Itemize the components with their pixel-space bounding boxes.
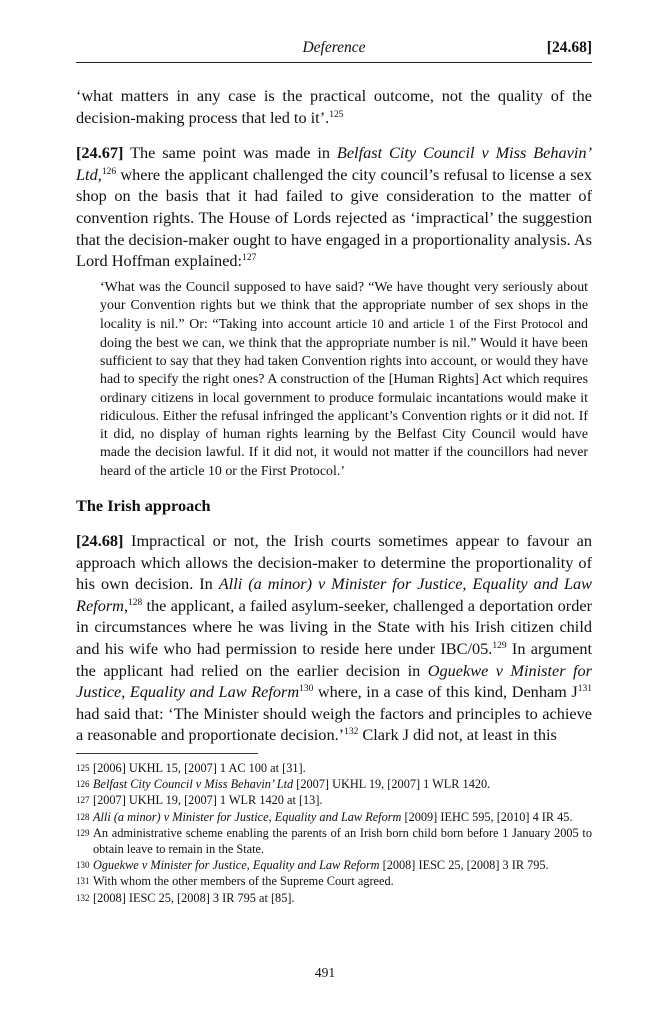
footnote-text (93, 792, 592, 808)
footnote-text (93, 873, 592, 889)
footnote (76, 776, 592, 792)
footnote-body: With whom the other members of the Supreme Court agreed. (93, 874, 394, 889)
paragraph-text: , (97, 164, 102, 184)
footnote-body: An administrative scheme enabling the parents of an Irish born child born before 1 January 2005 to obtain leave to remain in the State. (93, 825, 592, 856)
footnote-ref: 127 (242, 253, 257, 264)
footnote (76, 792, 592, 808)
section-heading: The Irish approach (76, 496, 211, 516)
paragraph-24-68 (76, 530, 592, 746)
footnote-divider (76, 753, 258, 754)
footnote (76, 825, 592, 857)
footnote-case-name: Oguekwe v Minister for Justice, Equality and Law Reform (93, 858, 380, 873)
footnote-ref: 131 (577, 684, 592, 695)
case-name: Alli (a minor) v Minister for Justice, Equality and Law Reform (76, 574, 592, 615)
paragraph-text: , (123, 595, 129, 615)
paragraph-text: The same point was made in (123, 143, 337, 163)
quote-text: article 1 of the First Protocol (413, 317, 564, 332)
paragraph-text: In argument the applicant had relied on the earlier decision in (76, 638, 592, 680)
footnote-text (93, 890, 592, 906)
case-name: Belfast City Council v Miss Behavin’ Ltd (76, 143, 592, 184)
case-name: Oguekwe v Minister for Justice, Equality and Law Reform (76, 660, 592, 702)
quote-text: ‘What was the Council supposed to have said? “We have thought very seriously about your Convention rights but we think that the appropriate number of sex shops in the locality is nil.” Or: “Taking into account (100, 279, 588, 333)
paragraph-number: [24.67] (76, 143, 124, 163)
footnote (76, 857, 592, 873)
footnote-case-name: Belfast City Council v Miss Behavin’ Ltd (93, 777, 294, 792)
quote-text: article 10 (335, 317, 384, 332)
footnote-number: 126 (76, 779, 90, 790)
footnote-text (93, 760, 592, 776)
footnote-body: [2008] IESC 25, [2008] 3 IR 795. (379, 858, 549, 873)
footnote-number: 129 (76, 827, 90, 838)
paragraph-text: the applicant, a failed asylum-seeker, challenged a deportation order in circumstances where he was living in the State with his Irish citizen child and his wife who had permission to reside here under IBC/05. (76, 595, 592, 658)
footnote (76, 873, 592, 889)
footnote-body: [2008] IESC 25, [2008] 3 IR 795 at [85]. (93, 890, 295, 905)
footnote-body: [2006] UKHL 15, [2007] 1 AC 100 at [31]. (93, 760, 306, 775)
footnote-body: [2007] UKHL 19, [2007] 1 WLR 1420. (293, 777, 491, 792)
running-header (76, 36, 592, 63)
footnote-ref: 126 (101, 166, 117, 177)
block-quote (100, 279, 588, 481)
paragraph-24-67 (76, 142, 592, 272)
paragraph-text: where, in a case of this kind, Denham J (313, 682, 578, 702)
footnote-case-name: Alli (a minor) v Minister for Justice, Equality and Law Reform (93, 809, 402, 824)
paragraph-text: had said that: ‘The Minister should weigh the factors and principles to achieve a reasonable and proportionate decision.’ (76, 703, 592, 745)
book-page (76, 36, 592, 906)
footnote-number: 130 (76, 860, 90, 871)
footnotes (76, 760, 592, 906)
footnote-body: [2007] UKHL 19, [2007] 1 WLR 1420 at [13]. (93, 793, 323, 808)
page-number: 491 (314, 965, 336, 980)
footnote-ref: 128 (128, 597, 143, 608)
paragraph-text: Clark J did not, at least in this (358, 725, 557, 745)
footnote (76, 890, 592, 906)
footnote-text (93, 857, 592, 873)
footnote-number: 131 (76, 876, 90, 887)
paragraph-text: ‘what matters in any case is the practical outcome, not the quality of the decision-making process that led to it’. (76, 86, 592, 127)
running-title: Deference (302, 39, 366, 56)
footnote (76, 760, 592, 776)
header-paragraph-ref: [24.68] (546, 39, 592, 56)
paragraph-text: Impractical or not, the Irish courts sometimes appear to favour an approach which allows the decision-maker to determine the proportionality of his own decision. In (76, 531, 592, 594)
footnote-number: 127 (76, 795, 90, 806)
footnote-text (93, 776, 592, 792)
paragraph-text: where the applicant challenged the city council’s refusal to license a sex shop on the basis that it had failed to give consideration to the matter of convention rights. The House of Lords rejected as ‘impractical’ the suggestion that the decision-maker ought to have engaged in a proportionality analysis. As Lord Hoffman explained: (76, 164, 592, 271)
footnote-number: 125 (76, 762, 90, 773)
paragraph-number: [24.68] (76, 531, 124, 551)
footnote-ref: 130 (299, 684, 314, 695)
footnote (76, 809, 592, 825)
footnote-ref: 125 (329, 109, 344, 120)
footnote-text (93, 825, 592, 857)
quote-text: and (383, 317, 414, 333)
footnote-ref: 132 (344, 727, 359, 738)
footnote-number: 132 (76, 892, 90, 903)
paragraph-continued (76, 85, 592, 128)
footnote-ref: 129 (492, 640, 507, 651)
footnote-number: 128 (76, 811, 90, 822)
footnote-body: [2009] IEHC 595, [2010] 4 IR 45. (401, 809, 573, 824)
quote-text: and doing the best we can, we think that the appropriate number is nil.” Would it have been sufficient to say that they had taken Convention rights into account, or would they have had to specify the right ones? A construction of the [Human Rights] Act which requires ordinary citizens in local government to produce formulaic incantations would make it ridiculous. Either the refusal infringed the applicant’s Convention rights or it did not. If it did, no display of human rights learning by the Belfast City Council would have made the decision lawful. If it did not, it would not matter if the councillors had never heard of the article 10 or the First Protocol.’ (100, 317, 588, 479)
footnote-text (93, 809, 592, 825)
